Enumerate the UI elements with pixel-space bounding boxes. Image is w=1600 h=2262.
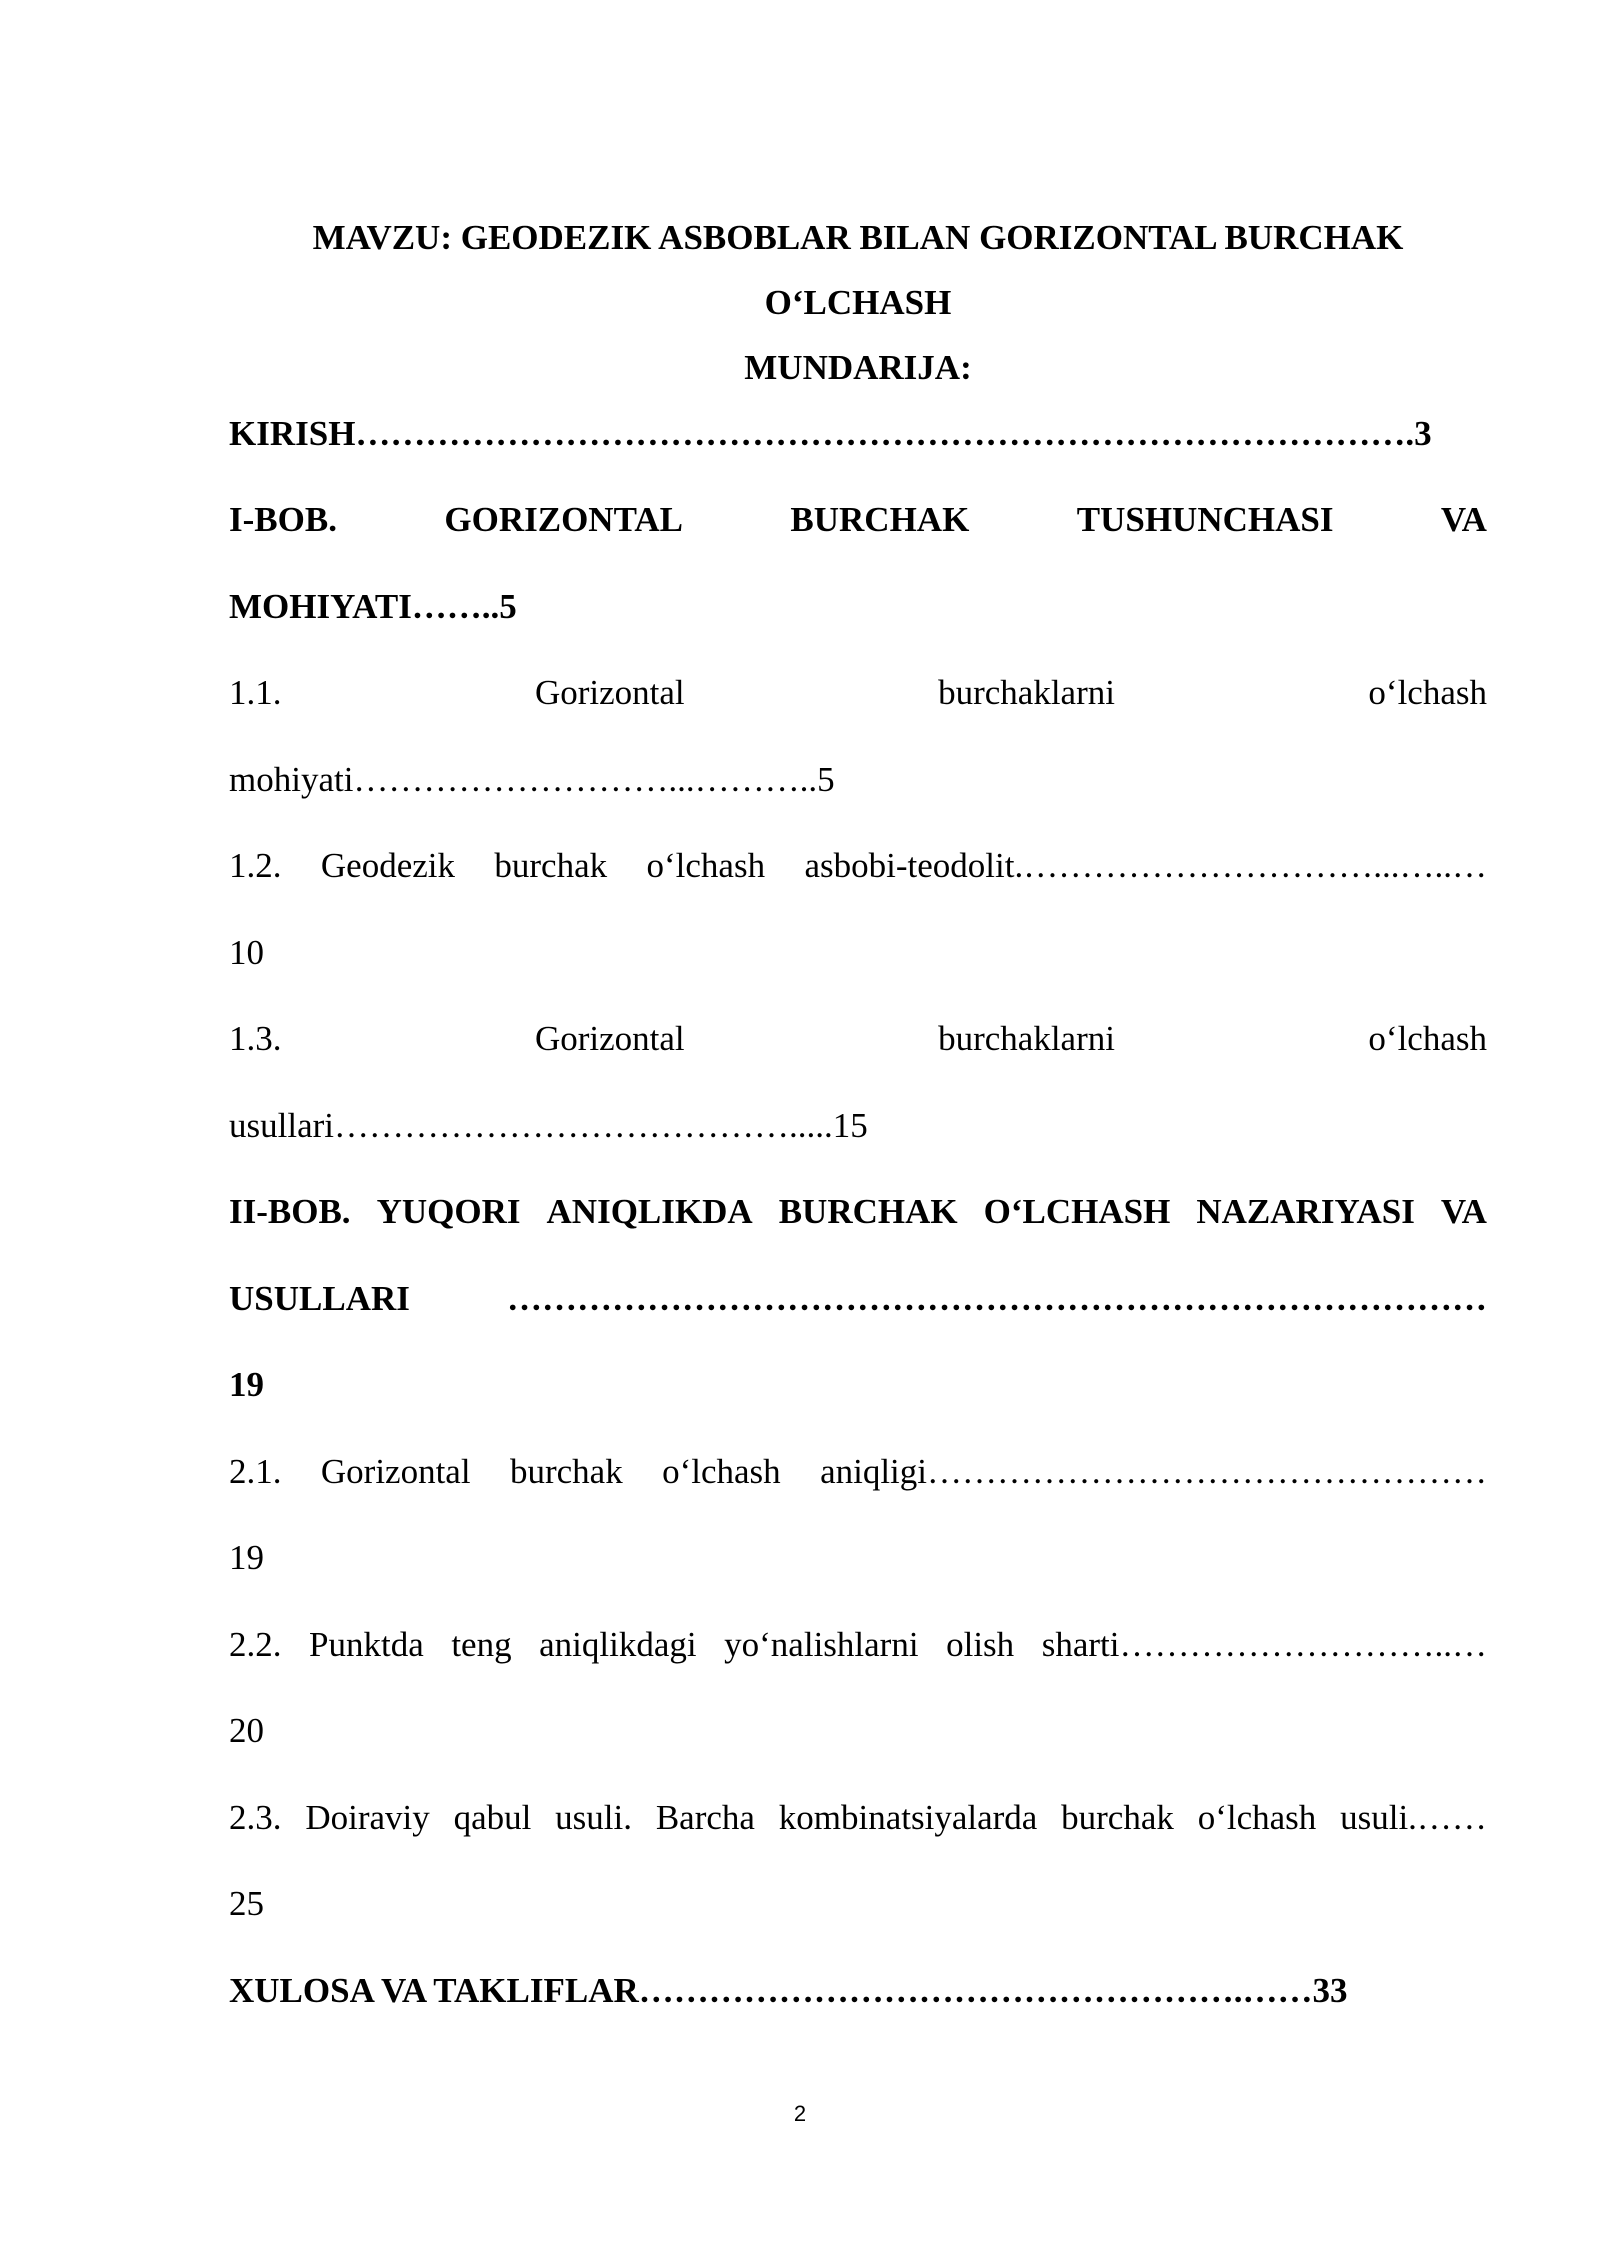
- toc-word: burchaklarni: [938, 1019, 1115, 1058]
- toc-word: o‘lchash: [1368, 1019, 1487, 1058]
- toc-word: 1.2.: [229, 846, 282, 885]
- toc-word: 2.2.: [229, 1625, 282, 1664]
- toc-word: BURCHAK: [790, 500, 970, 539]
- contents-heading: MUNDARIJA:: [744, 348, 972, 387]
- toc-word: o‘lchash: [1368, 673, 1487, 712]
- toc-word: olish: [946, 1625, 1015, 1664]
- toc-word: Geodezik: [320, 846, 455, 885]
- toc-word: o‘lchash: [646, 846, 766, 885]
- toc-word: burchak: [509, 1452, 623, 1491]
- toc-entry-chapter-2: [229, 1192, 1487, 1232]
- toc-word: o‘lchash: [662, 1452, 781, 1491]
- toc-entry-2-3: [229, 1798, 1487, 1838]
- page-number: 2: [793, 2101, 807, 2126]
- toc-entry-chapter-2-continued: [229, 1279, 1487, 1319]
- toc-word: burchaklarni: [938, 673, 1115, 712]
- toc-entry-chapter-1: [229, 500, 1487, 540]
- toc-entry-chapter-2-page: 19: [229, 1365, 264, 1404]
- toc-word: Gorizontal: [534, 1019, 685, 1058]
- toc-word: o‘lchash: [1197, 1798, 1317, 1837]
- toc-word: Barcha: [655, 1798, 755, 1837]
- toc-word: VA: [1440, 1192, 1487, 1231]
- toc-entry-2-2-page: 20: [229, 1711, 264, 1750]
- toc-word: ANIQLIKDA: [546, 1192, 753, 1231]
- toc-word: II-BOB.: [229, 1192, 351, 1231]
- toc-word: BURCHAK: [778, 1192, 958, 1231]
- toc-entry-2-1-page: 19: [229, 1538, 264, 1577]
- toc-entry-2-1: [229, 1452, 1487, 1492]
- toc-entry-1-3-continued: usullari………………………………….....15: [229, 1106, 868, 1145]
- toc-word: YUQORI: [376, 1192, 521, 1231]
- toc-word: burchak: [494, 846, 608, 885]
- toc-word: sharti………………………..…: [1041, 1625, 1487, 1664]
- toc-word: 1.1.: [229, 673, 282, 712]
- toc-word: aniqligi…………………………………………: [820, 1452, 1487, 1491]
- toc-word: USULLARI: [229, 1279, 410, 1318]
- toc-word: Gorizontal: [534, 673, 685, 712]
- toc-word: NAZARIYASI: [1196, 1192, 1415, 1231]
- toc-entry-1-1-continued: mohiyati………………………...………..5: [229, 760, 835, 799]
- toc-word: 1.3.: [229, 1019, 282, 1058]
- toc-word: kombinatsiyalarda: [778, 1798, 1038, 1837]
- toc-entry-kirish: KIRISH……………………………………………………………………………….3: [229, 414, 1432, 453]
- topic-title-line-1: MAVZU: GEODEZIK ASBOBLAR BILAN GORIZONTAL BURCHAK: [312, 218, 1404, 257]
- toc-entry-2-3-page: 25: [229, 1884, 264, 1923]
- toc-entry-1-3: [229, 1019, 1487, 1059]
- toc-word: burchak: [1061, 1798, 1174, 1837]
- toc-word: teng: [451, 1625, 512, 1664]
- toc-word: TUSHUNCHASI: [1076, 500, 1334, 539]
- toc-word: aniqlikdagi: [539, 1625, 697, 1664]
- toc-word: Doiraviy: [305, 1798, 430, 1837]
- toc-word: Punktda: [309, 1625, 424, 1664]
- toc-word: 2.1.: [229, 1452, 282, 1491]
- toc-word: usuli.: [555, 1798, 632, 1837]
- toc-entry-1-1: [229, 673, 1487, 713]
- topic-title-line-2: O‘LCHASH: [764, 283, 952, 322]
- toc-leader-dots: …………………………………………………………………………: [507, 1279, 1487, 1318]
- toc-entry-xulosa: XULOSA VA TAKLIFLAR…………………………………………….……33: [229, 1971, 1348, 2010]
- toc-word: GORIZONTAL: [444, 500, 683, 539]
- toc-word: I-BOB.: [229, 500, 337, 539]
- toc-word: 2.3.: [229, 1798, 282, 1837]
- toc-word: Gorizontal: [320, 1452, 471, 1491]
- toc-entry-chapter-1-continued: MOHIYATI……..5: [229, 587, 517, 626]
- toc-entry-1-2: [229, 846, 1487, 886]
- toc-word: VA: [1440, 500, 1487, 539]
- toc-entry-1-2-page: 10: [229, 933, 264, 972]
- toc-word: usuli.……: [1340, 1798, 1487, 1837]
- toc-entry-2-2: [229, 1625, 1487, 1665]
- toc-word: yo‘nalishlarni: [724, 1625, 919, 1664]
- toc-word: qabul: [453, 1798, 532, 1837]
- toc-word: O‘LCHASH: [983, 1192, 1171, 1231]
- toc-word: asbobi-teodolit.…………………………...…..…: [804, 846, 1487, 885]
